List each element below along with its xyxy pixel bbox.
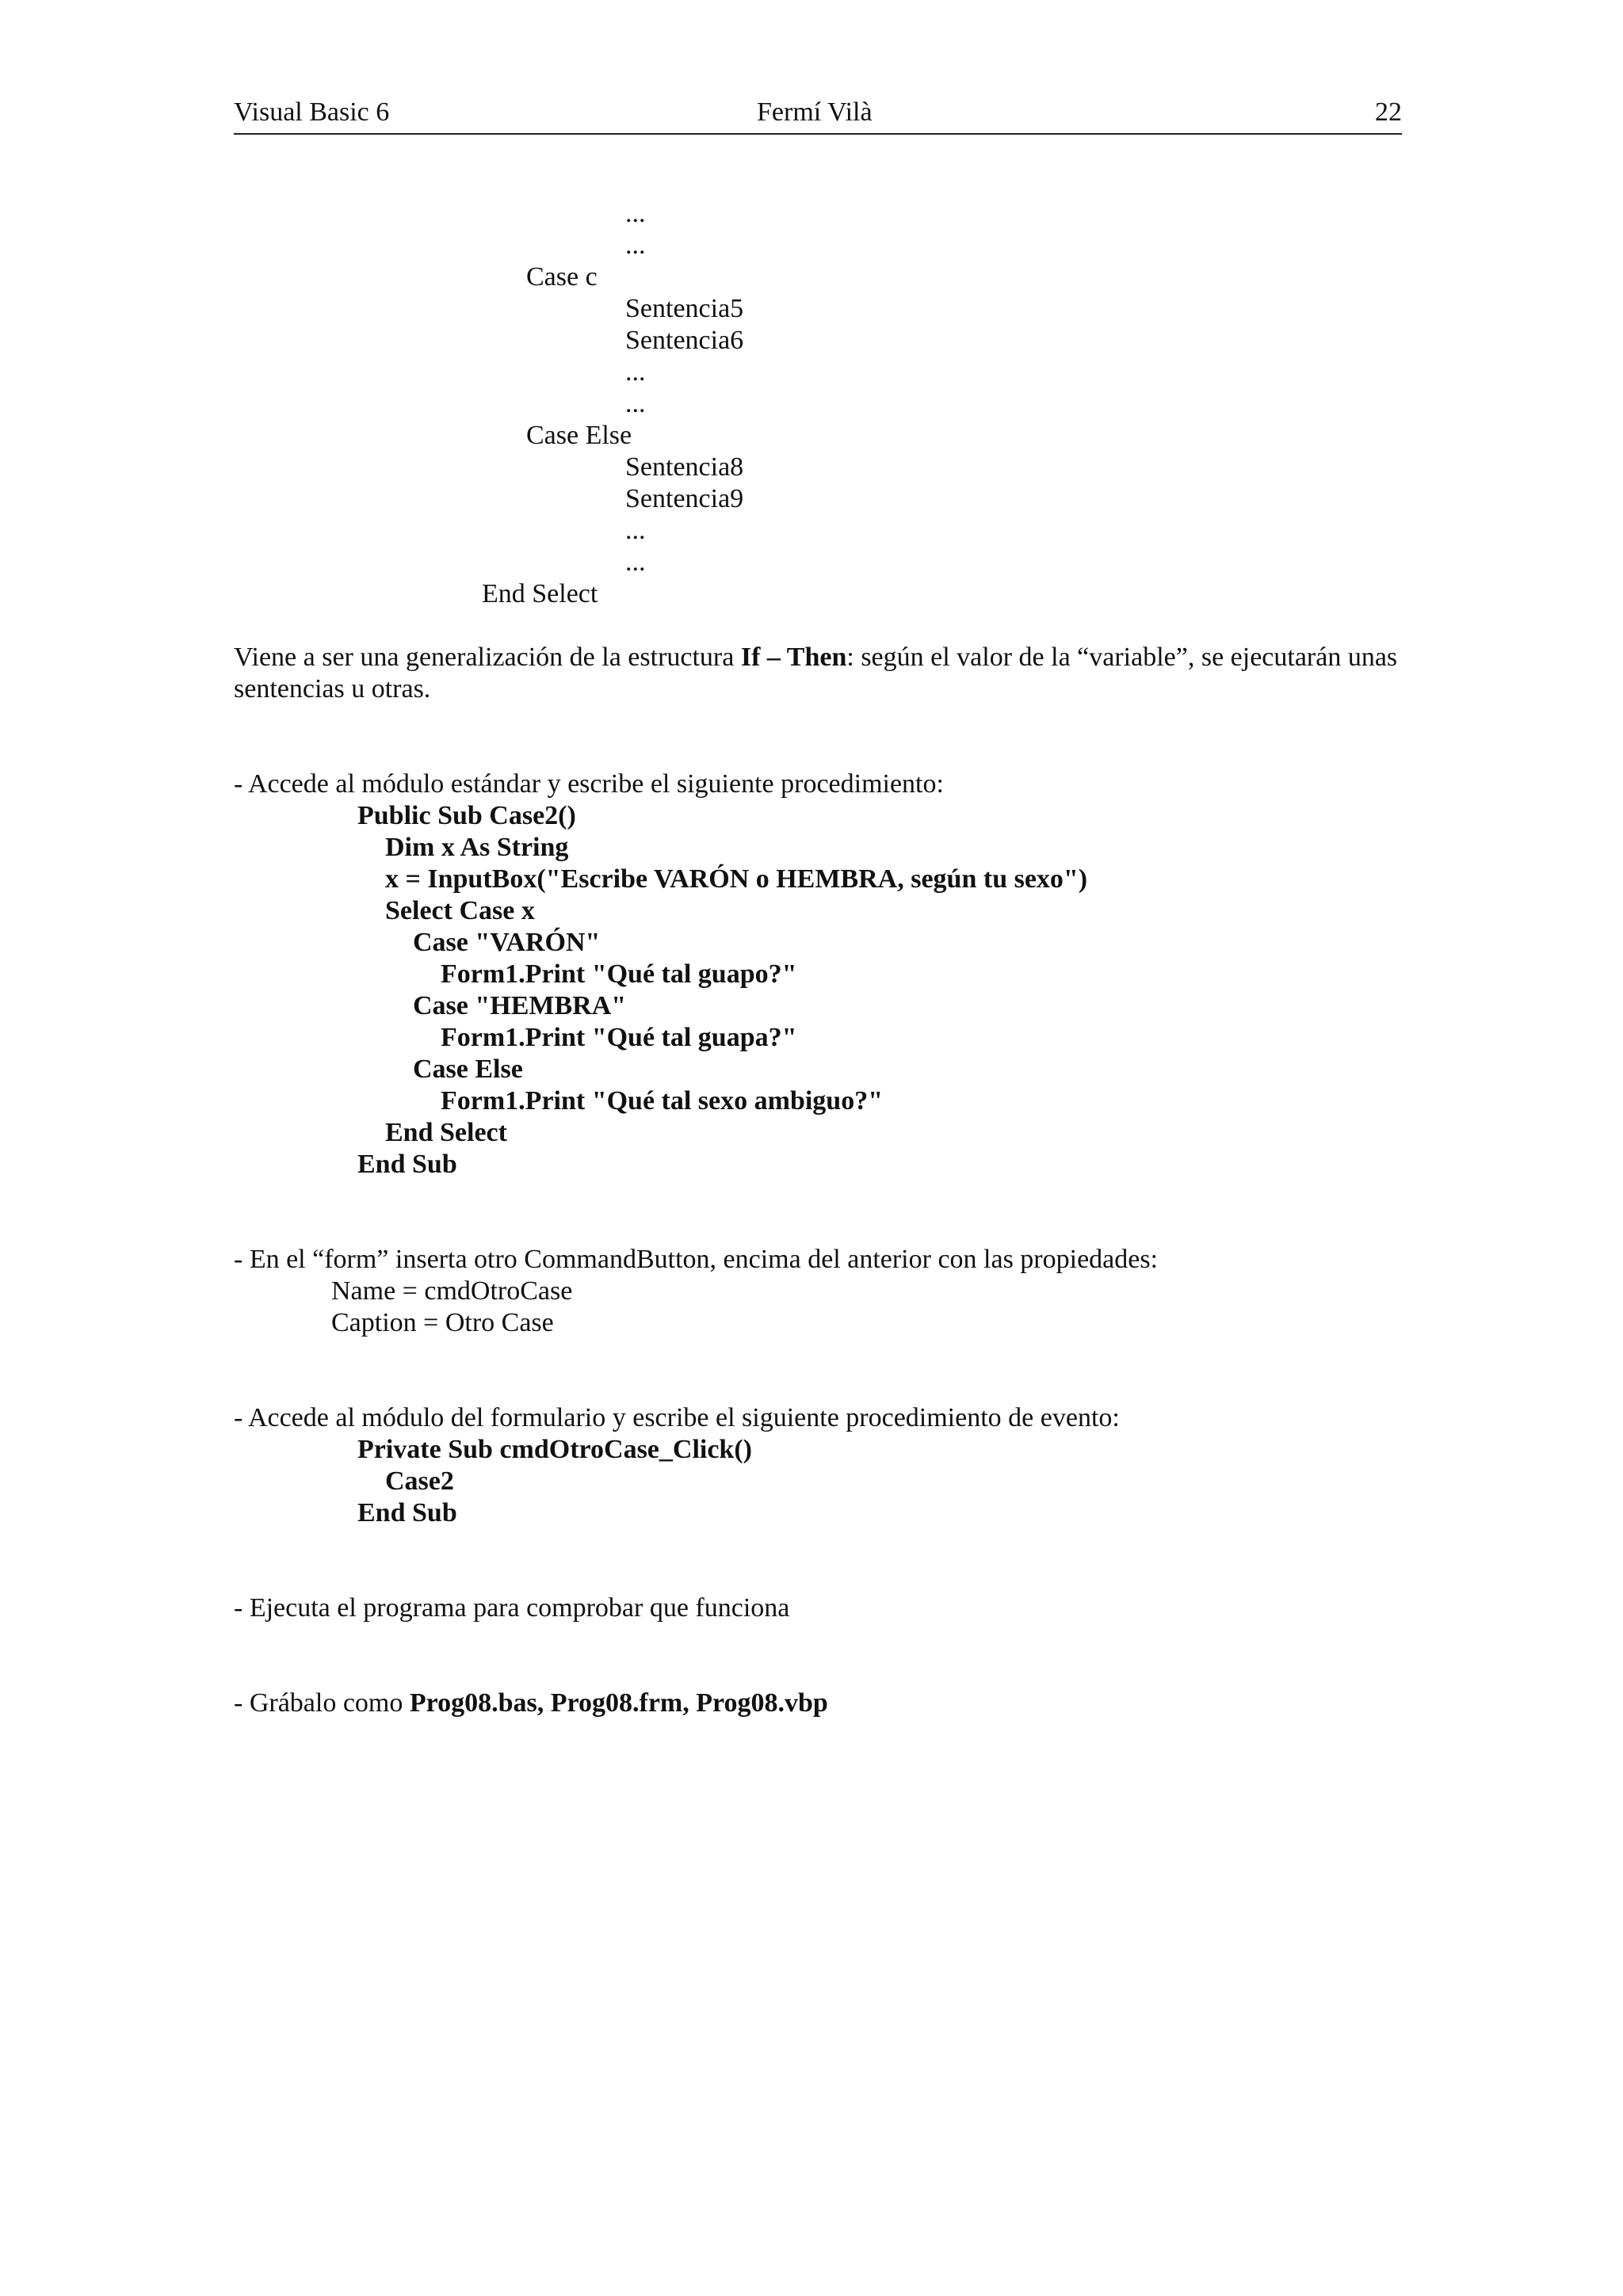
code-line: Select Case x — [385, 896, 535, 925]
code-line: Form1.Print "Qué tal sexo ambiguo?" — [441, 1086, 884, 1116]
code-line: End Select — [385, 1118, 507, 1147]
syntax-line: ... — [625, 516, 646, 545]
explanation-paragraph — [234, 642, 1402, 705]
code-line: Case "VARÓN" — [413, 928, 601, 957]
code-line: x = InputBox("Escribe VARÓN o HEMBRA, según tu sexo") — [385, 864, 1088, 894]
syntax-line: ... — [625, 199, 646, 228]
property-line: Name = cmdOtroCase — [331, 1276, 573, 1306]
code-line: Case "HEMBRA" — [413, 991, 627, 1020]
syntax-line: ... — [625, 357, 646, 387]
step5-prefix: - Grábalo como — [234, 1688, 410, 1718]
code-line: Private Sub cmdOtroCase_Click() — [357, 1435, 752, 1464]
explanation-text: : según el valor de la “variable”, se ejecutarán unas sentencias u otras. — [234, 643, 1398, 704]
code-line: End Sub — [357, 1498, 457, 1527]
header-page-number: 22 — [1375, 97, 1402, 127]
step5-instruction — [234, 1688, 828, 1719]
syntax-line: Case Else — [526, 421, 632, 450]
page-header — [234, 95, 1402, 135]
syntax-line: End Select — [482, 579, 598, 608]
step5-filenames: Prog08.bas, Prog08.frm, Prog08.vbp — [409, 1688, 828, 1718]
explanation-text: Viene a ser una generalización de la estructura — [234, 643, 741, 672]
syntax-line: Sentencia5 — [625, 294, 744, 323]
code-line: End Sub — [357, 1150, 457, 1179]
explanation-keyword: If – Then — [740, 643, 847, 672]
code-line: Dim x As String — [385, 833, 569, 862]
step1-instruction: - Accede al módulo estándar y escribe el siguiente procedimiento: — [234, 769, 944, 799]
code-line: Case Else — [413, 1055, 523, 1084]
header-book-title: Visual Basic 6 — [234, 97, 390, 127]
syntax-line: Case c — [526, 262, 598, 292]
syntax-line: Sentencia9 — [625, 484, 744, 513]
code-line: Form1.Print "Qué tal guapa?" — [441, 1023, 797, 1052]
code-line: Form1.Print "Qué tal guapo?" — [441, 959, 797, 989]
syntax-line: ... — [625, 231, 646, 260]
header-author: Fermí Vilà — [757, 97, 873, 127]
syntax-line: Sentencia8 — [625, 452, 744, 482]
property-line: Caption = Otro Case — [331, 1308, 554, 1337]
step3-instruction: - Accede al módulo del formulario y escribe el siguiente procedimiento de evento: — [234, 1403, 1120, 1432]
step4-instruction: - Ejecuta el programa para comprobar que funciona — [234, 1593, 790, 1623]
step2-instruction: - En el “form” inserta otro CommandButton, encima del anterior con las propiedades: — [234, 1245, 1159, 1274]
code-line: Case2 — [385, 1466, 454, 1496]
syntax-line: Sentencia6 — [625, 326, 744, 355]
code-line: Public Sub Case2() — [357, 801, 576, 830]
syntax-line: ... — [625, 547, 646, 577]
syntax-line: ... — [625, 389, 646, 418]
